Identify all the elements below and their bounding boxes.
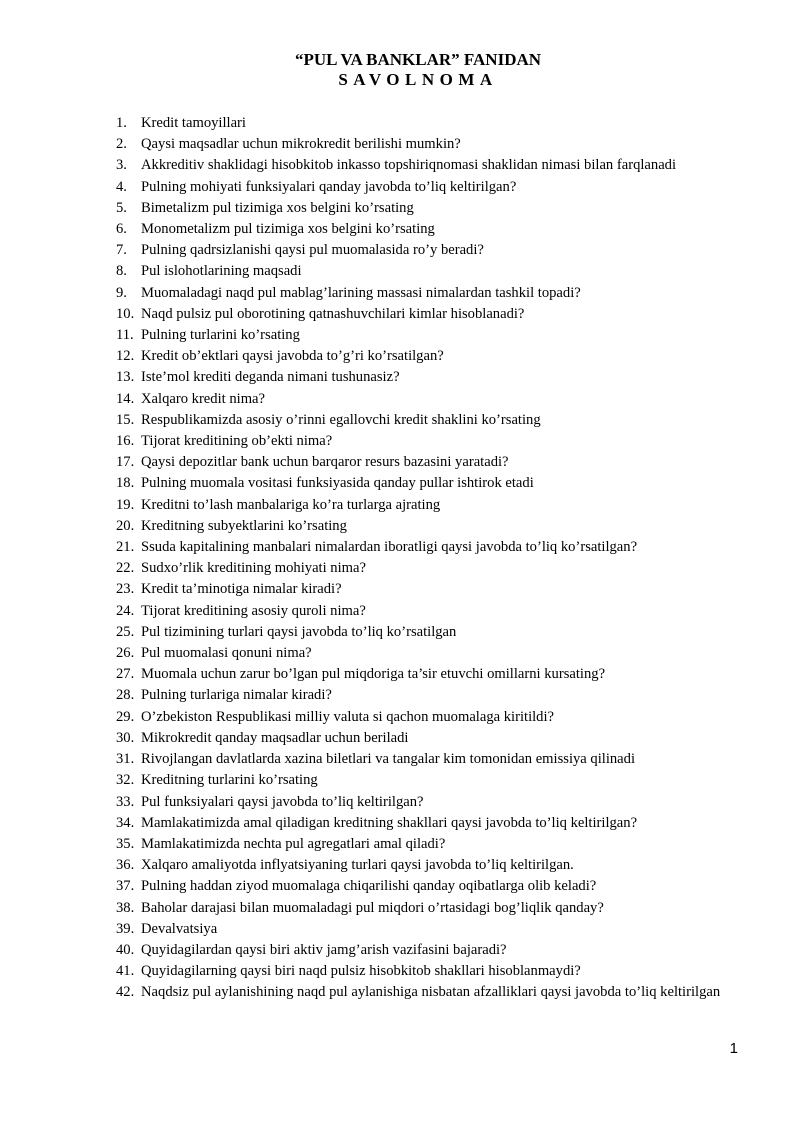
document-title: “PUL VA BANKLAR” FANIDAN [294,50,542,69]
question-item [116,240,736,261]
question-item [116,346,736,367]
question-item [116,431,736,452]
question-text: Quyidagilardan qaysi biri aktiv jamg’arish vazifasini bajaradi? [141,941,507,958]
question-text: Tijorat kreditining ob’ekti nima? [141,433,333,450]
question-item [116,134,736,155]
question-number: 1. [116,115,127,131]
question-number: 5. [116,199,127,216]
question-text: Pul islohotlarining maqsadi [141,263,302,280]
question-text: Mamlakatimizda nechta pul agregatlari amal qiladi? [141,835,446,852]
question-number: 42. [116,984,135,1001]
page-number: 1 [729,1040,738,1057]
question-text: Rivojlangan davlatlarda xazina biletlari va tangalar kim tomonidan emissiya qilinadi [141,751,636,768]
question-number: 6. [116,221,127,238]
question-number: 2. [116,136,127,153]
question-text: O’zbekiston Respublikasi milliy valuta si qachon muomalaga kiritildi? [141,708,555,725]
question-item [116,982,736,1003]
question-item [116,919,736,940]
question-text: Kreditni to’lash manbalariga ko’ra turlarga ajrating [141,496,441,513]
question-text: Kredit ob’ektlari qaysi javobda to’g’ri ko’rsatilgan? [141,348,444,365]
question-item [116,813,736,834]
question-text: Pulning turlarini ko’rsating [141,327,300,344]
question-item [116,876,736,897]
question-item [116,452,736,473]
question-number: 33. [116,793,135,810]
question-item [116,664,736,685]
question-item [116,304,736,325]
question-item [116,770,736,791]
question-item [116,410,736,431]
question-number: 10. [116,305,135,322]
question-item [116,198,736,219]
question-number: 9. [116,284,127,301]
question-number: 24. [116,602,135,619]
question-number: 12. [116,348,135,365]
question-number: 14. [116,390,135,407]
question-text: Monometalizm pul tizimiga xos belgini ko’rsating [141,221,435,238]
question-text: Respublikamizda asosiy o’rinni egallovchi kredit shaklini ko’rsating [141,411,541,428]
document-subtitle: SAVOLNOMA [338,70,498,89]
question-text: Sudxo’rlik kreditining mohiyati nima? [141,560,366,577]
question-item [116,473,736,494]
question-item [116,283,736,304]
question-item [116,155,736,176]
question-text: Pulning muomala vositasi funksiyasida qanday pullar ishtirok etadi [141,475,534,492]
question-number: 30. [116,729,135,746]
question-number: 36. [116,857,135,874]
question-number: 25. [116,623,135,640]
question-text: Ssuda kapitalining manbalari nimalardan iboratligi qaysi javobda to’liq ko’rsatilgan? [141,539,638,556]
question-item [116,325,736,346]
question-item [116,389,736,410]
question-text: Pulning haddan ziyod muomalaga chiqarilishi qanday oqibatlarga olib keladi? [141,878,597,895]
question-number: 40. [116,941,135,958]
question-text: Muomaladagi naqd pul mablag’larining massasi nimalardan tashkil topadi? [141,284,581,301]
question-item [116,495,736,516]
question-number: 26. [116,645,135,662]
question-text: Pulning turlariga nimalar kiradi? [141,687,332,704]
question-text: Qaysi depozitlar bank uchun barqaror resurs bazasini yaratadi? [141,454,509,471]
question-number: 20. [116,517,135,534]
question-number: 29. [116,708,135,725]
question-text: Baholar darajasi bilan muomaladagi pul miqdori o’rtasidagi bog’liqlik qanday? [141,899,604,916]
question-text: Kreditning subyektlarini ko’rsating [141,517,347,534]
question-text: Pul funksiyalari qaysi javobda to’liq keltirilgan? [141,793,424,810]
question-item [116,177,736,198]
question-text: Naqdsiz pul aylanishining naqd pul aylanishiga nisbatan afzalliklari qaysi javobda to’liq keltirilgan [141,984,721,1001]
question-text: Xalqaro amaliyotda inflyatsiyaning turlari qaysi javobda to’liq keltirilgan. [141,857,574,874]
question-number: 38. [116,899,135,916]
question-text: Akkreditiv shaklidagi hisobkitob inkasso topshiriqnomasi shaklidan nimasi bilan farqlanadi [141,157,677,174]
question-item [116,261,736,282]
question-text: Pul muomalasi qonuni nima? [141,645,312,662]
question-number: 8. [116,263,127,280]
question-number: 11. [116,327,134,344]
question-number: 22. [116,560,135,577]
question-text: Naqd pulsiz pul oborotining qatnashuvchilari kimlar hisoblanadi? [141,305,525,322]
question-item [116,749,736,770]
question-item [116,728,736,749]
question-item [116,219,736,240]
question-item [116,855,736,876]
question-number: 32. [116,772,135,789]
question-number: 3. [116,157,127,174]
question-text: Pulning mohiyati funksiyalari qanday javobda to’liq keltirilgan? [141,178,517,195]
question-number: 35. [116,835,135,852]
question-text: Tijorat kreditining asosiy quroli nima? [141,602,366,619]
question-text: Mikrokredit qanday maqsadlar uchun beriladi [141,729,409,746]
question-text: Kredit ta’minotiga nimalar kiradi? [141,581,342,598]
question-number: 41. [116,963,135,980]
question-item [116,622,736,643]
question-item [116,516,736,537]
question-item [116,961,736,982]
question-item [116,898,736,919]
question-number: 31. [116,751,135,768]
question-text: Pulning qadrsizlanishi qaysi pul muomalasida ro’y beradi? [141,242,484,259]
question-item [116,537,736,558]
question-number: 16. [116,433,135,450]
question-number: 17. [116,454,135,471]
question-number: 19. [116,496,135,513]
question-number: 4. [116,178,127,195]
question-number: 23. [116,581,135,598]
question-text: Qaysi maqsadlar uchun mikrokredit berilishi mumkin? [141,136,461,153]
question-text: Bimetalizm pul tizimiga xos belgini ko’rsating [141,199,414,216]
question-text: Muomala uchun zarur bo’lgan pul miqdoriga ta’sir etuvchi omillarni kursating? [141,666,606,683]
question-text: Quyidagilarning qaysi biri naqd pulsiz hisobkitob shakllari hisoblanmaydi? [141,963,581,980]
question-text: Iste’mol krediti deganda nimani tushunasiz? [141,369,400,386]
question-item [116,792,736,813]
question-text: Devalvatsiya [141,920,218,937]
question-text: Kredit tamoyillari [141,115,246,131]
question-item [116,707,736,728]
question-item [116,579,736,600]
question-text: Mamlakatimizda amal qiladigan kreditning shakllari qaysi javobda to’liq keltirilgan? [141,814,638,831]
question-number: 21. [116,539,135,556]
question-item [116,643,736,664]
question-number: 15. [116,411,135,428]
question-text: Pul tizimining turlari qaysi javobda to’liq ko’rsatilgan [141,623,457,640]
question-text: Kreditning turlarini ko’rsating [141,772,318,789]
question-item [116,558,736,579]
question-item [116,940,736,961]
question-list [116,113,736,1004]
question-text: Xalqaro kredit nima? [141,390,265,407]
question-number: 34. [116,814,135,831]
question-number: 27. [116,666,135,683]
question-item [116,113,736,134]
question-number: 37. [116,878,135,895]
question-item [116,685,736,706]
question-item [116,367,736,388]
question-number: 13. [116,369,135,386]
question-number: 28. [116,687,135,704]
question-number: 39. [116,920,135,937]
question-number: 18. [116,475,135,492]
question-item [116,601,736,622]
question-number: 7. [116,242,127,259]
question-item [116,834,736,855]
document-header [0,49,800,90]
